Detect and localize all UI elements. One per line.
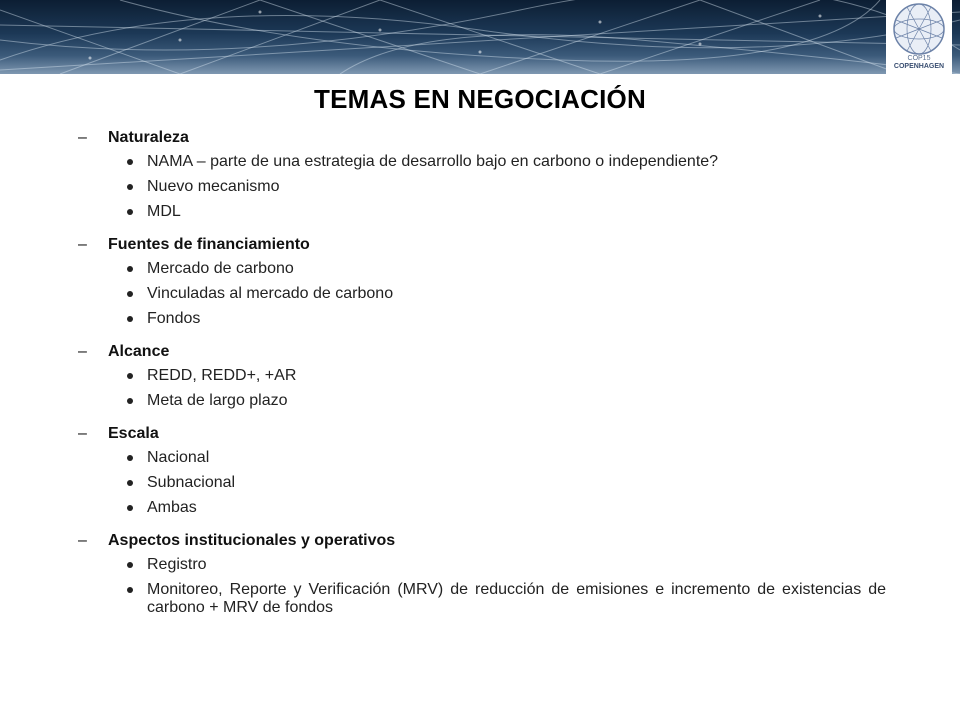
list-item bbox=[0, 474, 960, 492]
section-escala bbox=[0, 422, 960, 517]
list-item bbox=[0, 392, 960, 410]
list-item bbox=[0, 449, 960, 467]
list-item bbox=[0, 581, 960, 617]
section-heading-text: Escala bbox=[108, 425, 159, 442]
list-item bbox=[0, 153, 960, 171]
bullet-icon bbox=[127, 291, 133, 297]
section-heading-text: Aspectos institucionales y operativos bbox=[108, 532, 396, 549]
bullet-icon bbox=[127, 316, 133, 322]
section-heading bbox=[0, 233, 960, 257]
dash-marker: – bbox=[78, 425, 87, 442]
list-item-text: REDD, REDD+, +AR bbox=[147, 367, 297, 384]
list-item-text: Registro bbox=[147, 556, 207, 573]
list-item-text: Vinculadas al mercado de carbono bbox=[147, 285, 394, 302]
list-item-text: Ambas bbox=[147, 499, 197, 516]
cop15-logo bbox=[886, 0, 952, 74]
bullet-icon bbox=[127, 373, 133, 379]
topic-list bbox=[0, 126, 960, 629]
list-item bbox=[0, 499, 960, 517]
bullet-icon bbox=[127, 455, 133, 461]
bullet-icon bbox=[127, 505, 133, 511]
section-aspectos bbox=[0, 529, 960, 617]
list-item-text: NAMA – parte de una estrategia de desarrollo bajo en carbono o independiente? bbox=[147, 153, 719, 170]
list-item-text: Subnacional bbox=[147, 474, 236, 491]
list-item-text: Fondos bbox=[147, 310, 201, 327]
list-item bbox=[0, 178, 960, 196]
logo-text-cop: COP15 bbox=[907, 55, 931, 62]
list-item-text: Nuevo mecanismo bbox=[147, 178, 280, 195]
section-heading bbox=[0, 422, 960, 446]
section-fuentes bbox=[0, 233, 960, 328]
list-item-text: Nacional bbox=[147, 449, 210, 466]
globe-logo-icon bbox=[891, 2, 947, 56]
section-heading bbox=[0, 126, 960, 150]
list-item-text: Monitoreo, Reporte y Verificación (MRV) de reducción de emisiones e incremento de existencias de carbono + MRV de fondos bbox=[147, 581, 886, 616]
bullet-icon bbox=[127, 398, 133, 404]
list-item-text: MDL bbox=[147, 203, 181, 220]
list-item bbox=[0, 556, 960, 574]
header-banner bbox=[0, 0, 960, 74]
dash-marker: – bbox=[78, 129, 87, 146]
section-heading bbox=[0, 529, 960, 553]
bullet-icon bbox=[127, 562, 133, 568]
dash-marker: – bbox=[78, 532, 87, 549]
list-item bbox=[0, 285, 960, 303]
section-heading-text: Alcance bbox=[108, 343, 170, 360]
bullet-icon bbox=[127, 587, 133, 593]
bullet-icon bbox=[127, 184, 133, 190]
section-heading bbox=[0, 340, 960, 364]
network-globe-graphic bbox=[0, 0, 960, 74]
bullet-icon bbox=[127, 209, 133, 215]
bullet-icon bbox=[127, 266, 133, 272]
page-title: TEMAS EN NEGOCIACIÓN bbox=[314, 84, 646, 114]
dash-marker: – bbox=[78, 343, 87, 360]
dash-marker: – bbox=[78, 236, 87, 253]
section-alcance bbox=[0, 340, 960, 410]
logo-text-city: COPENHAGEN bbox=[893, 63, 945, 70]
list-item bbox=[0, 203, 960, 221]
list-item bbox=[0, 367, 960, 385]
list-item bbox=[0, 310, 960, 328]
list-item bbox=[0, 260, 960, 278]
bullet-icon bbox=[127, 480, 133, 486]
bullet-icon bbox=[127, 159, 133, 165]
section-heading-text: Naturaleza bbox=[108, 129, 189, 146]
section-heading-text: Fuentes de financiamiento bbox=[108, 236, 310, 253]
list-item-text: Mercado de carbono bbox=[147, 260, 294, 277]
list-item-text: Meta de largo plazo bbox=[147, 392, 288, 409]
section-naturaleza bbox=[0, 126, 960, 221]
